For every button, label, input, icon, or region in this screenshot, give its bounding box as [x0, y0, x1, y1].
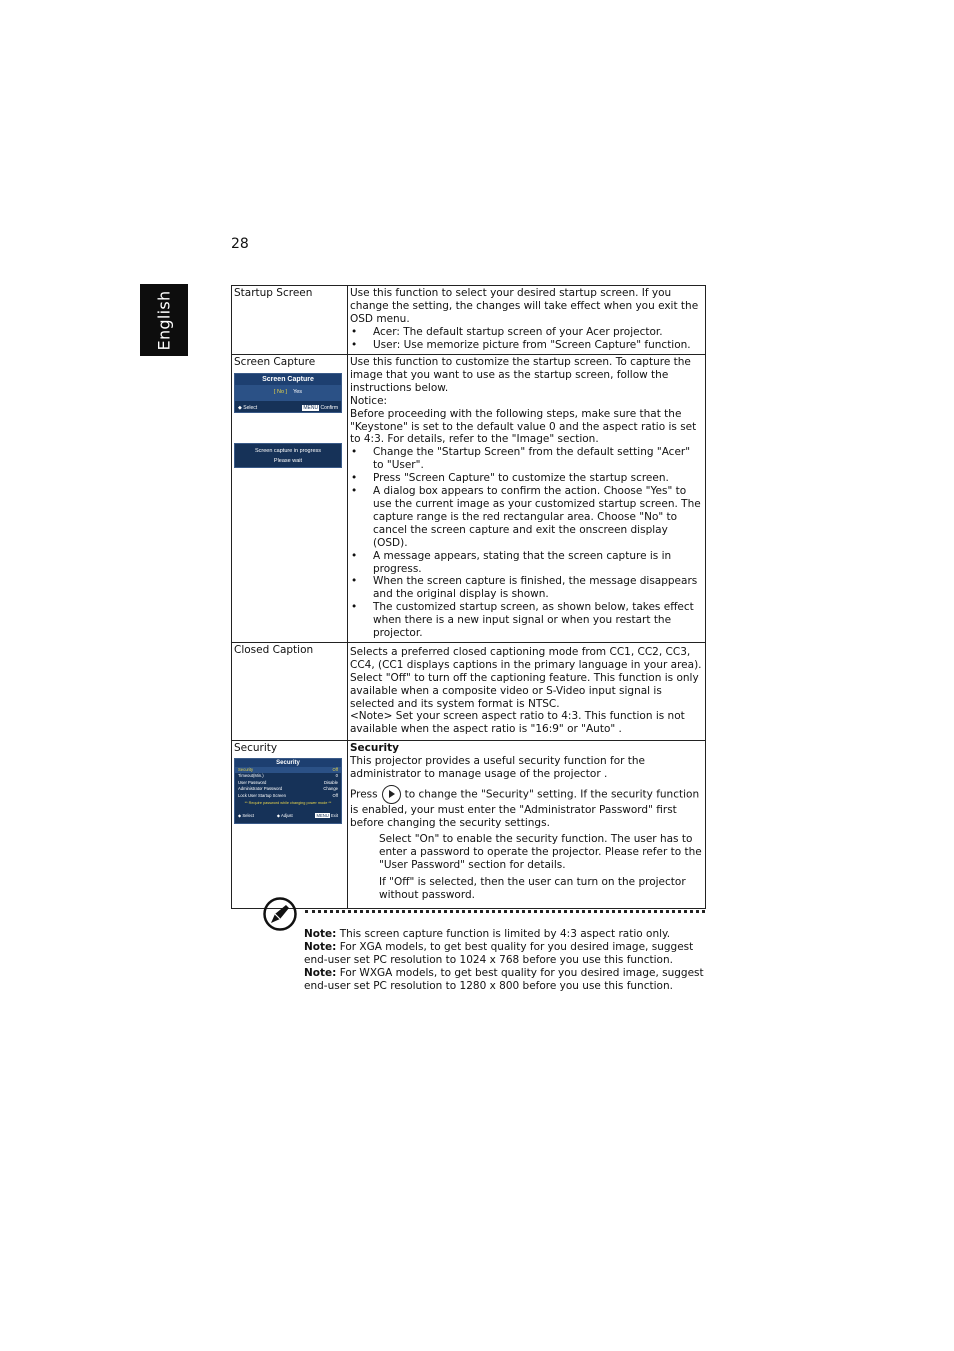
- table-row: [232, 740, 706, 908]
- osd-adjust-hint: ◆ Adjust: [276, 813, 293, 819]
- note-item: Note: For WXGA models, to get best quality for you desired image, suggest end-user set PC resolution to 1280 x 800 before you use this function.: [304, 966, 704, 992]
- capture-intro: Use this function to customize the startup screen. To capture the image that you want to use as the startup screen, follow the instructions below.: [349, 356, 691, 394]
- caption-text: Selects a preferred closed captioning mode from CC1, CC2, CC3, CC4, (CC1 displays captions in the primary language in your area). Select "Off" to turn off the captioning feature. This function is only available when a composite video or S-Video input signal is selected and its system format is NTSC.: [349, 645, 702, 710]
- note-icon: [262, 896, 298, 932]
- note-item: Note: For XGA models, to get best quality for you desired image, suggest end-user set PC resolution to 1024 x 768 before you use this function.: [304, 940, 694, 966]
- security-osd: [234, 758, 342, 824]
- row-description: [347, 740, 705, 908]
- osd-row: Security Off: [235, 767, 341, 774]
- security-text: This projector provides a useful security function for the administrator to manage usage of the projector .: [349, 754, 645, 780]
- notice-text: Before proceeding with the following steps, make sure that the "Keystone" is set to the default value 0 and the aspect ratio is set to 4:3. For details, refer to the "Image" section.: [349, 407, 697, 446]
- osd-select-hint: ◆ Select: [238, 404, 258, 411]
- row-label: Security: [234, 741, 278, 754]
- row-label-cell: [232, 355, 348, 643]
- row-description: [347, 642, 705, 740]
- language-side-tab: [140, 284, 188, 356]
- osd-title: Screen Capture: [235, 374, 341, 385]
- row-label-cell: [232, 740, 348, 908]
- list-item: • A message appears, stating that the screen capture is in progress.: [350, 550, 703, 576]
- osd-exit-hint: MENU Exit: [316, 813, 338, 819]
- osd-row: User Password Disable: [238, 779, 338, 785]
- osd-footer: [235, 401, 341, 416]
- row-description: [347, 286, 705, 355]
- security-press-text: Press to change the "Security" setting. If the security function is enabled, your must enter the "Administrator Password" first before changing the security settings.: [350, 785, 703, 830]
- settings-table: [231, 285, 706, 909]
- row-label: Screen Capture: [234, 356, 316, 368]
- security-heading: Security: [349, 741, 400, 754]
- osd-row: Lock User Startup Screen Off: [238, 792, 338, 798]
- list-item: • The customized startup screen, as shown below, takes effect when there is a new input signal or when you restart the projector.: [350, 601, 703, 640]
- notes-section: [304, 928, 704, 993]
- security-on-text: Select "On" to enable the security function. The user has to enter a password to operate the projector. Please refer to the "User Password" section for details.: [378, 833, 702, 872]
- note-item: Note: This screen capture function is limited by 4:3 aspect ratio only.: [304, 928, 671, 940]
- list-item: • Press "Screen Capture" to customize the startup screen.: [350, 472, 703, 485]
- caption-note: <Note> Set your screen aspect ratio to 4:3. This function is not available when the aspect ratio is "16:9" or "Auto" .: [349, 710, 685, 736]
- startup-bullets: [350, 326, 703, 352]
- notice-label: Notice:: [349, 394, 388, 407]
- osd-options: [235, 385, 341, 401]
- osd-row: Timeout(Min.) 0: [238, 773, 338, 779]
- osd-confirm-hint: MENU Confirm: [303, 404, 338, 411]
- capture-progress-osd: [234, 443, 342, 468]
- list-item: • A dialog box appears to confirm the action. Choose "Yes" to use the current image as your customized startup screen. The capture range is the red rectangular area. Choose "No" to cancel the screen capture and exit the onscreen display (OSD).: [350, 485, 703, 550]
- right-arrow-button-icon: [382, 785, 401, 804]
- table-row: [232, 642, 706, 740]
- progress-line-1: Screen capture in progress: [254, 447, 322, 454]
- list-item: • Acer: The default startup screen of your Acer projector.: [350, 326, 703, 339]
- list-item: • User: Use memorize picture from "Screen Capture" function.: [350, 339, 703, 352]
- security-off-text: If "Off" is selected, then the user can turn on the projector without password.: [378, 876, 686, 902]
- startup-intro: Use this function to select your desired startup screen. If you change the setting, the changes will take effect when you exit the OSD menu.: [349, 287, 699, 325]
- screen-capture-osd: [234, 373, 342, 413]
- row-label: Closed Caption: [232, 642, 348, 740]
- capture-bullets: [350, 446, 703, 640]
- row-description: [347, 355, 705, 643]
- osd-warning: ** Require password while changing power mode **: [244, 801, 332, 806]
- note-divider: [305, 910, 705, 913]
- osd-option-yes: Yes: [293, 389, 303, 396]
- row-label: Startup Screen: [232, 286, 348, 355]
- progress-line-2: Please wait: [273, 457, 303, 464]
- side-tab-label: English: [154, 290, 174, 350]
- osd-select-hint: ◆ Select: [238, 813, 255, 819]
- list-item: • Change the "Startup Screen" from the default setting "Acer" to "User".: [350, 446, 703, 472]
- osd-option-no: [ No ]: [273, 389, 288, 396]
- osd-title: Security: [235, 759, 341, 767]
- page-number: 28: [231, 236, 249, 252]
- osd-row: Administrator Password Change: [238, 786, 338, 792]
- table-row: [232, 355, 706, 643]
- list-item: • When the screen capture is finished, the message disappears and the original display is shown.: [350, 575, 703, 601]
- osd-footer: [235, 810, 341, 823]
- table-row: [232, 286, 706, 355]
